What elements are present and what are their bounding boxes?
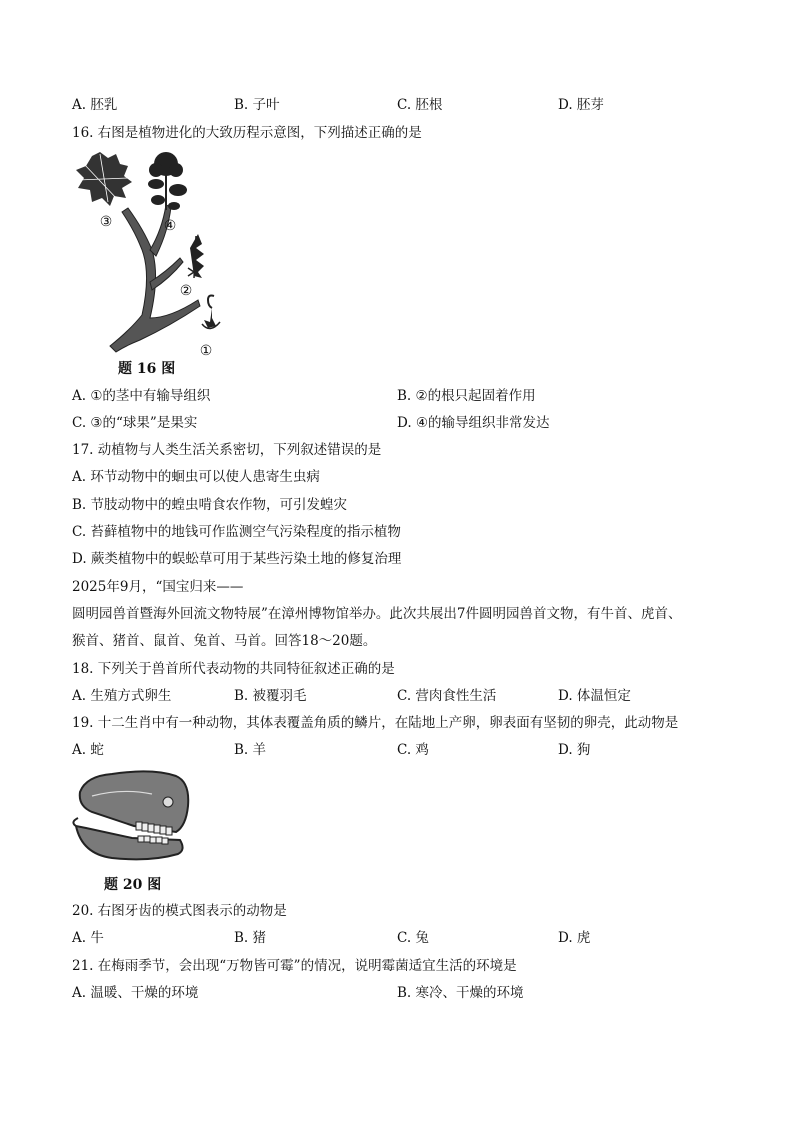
q21-option-b: B. 寒冷、干燥的环境 <box>397 985 524 1001</box>
q19-option-b: B. 羊 <box>234 742 267 758</box>
figure16-label-2: ② <box>179 283 193 299</box>
q15-option-c: C. 胚根 <box>397 97 443 113</box>
q20-option-d: D. 虎 <box>558 930 591 946</box>
q16-option-b: B. ②的根只起固着作用 <box>397 388 536 404</box>
q18-stem: 18. 下列关于兽首所代表动物的共同特征叙述正确的是 <box>72 661 395 677</box>
q16-option-a: A. ①的茎中有输导组织 <box>72 388 211 404</box>
q18-options <box>72 686 772 706</box>
skull-teeth-figure <box>72 766 196 868</box>
q20-options <box>72 928 772 948</box>
q18-option-a: A. 生殖方式卵生 <box>72 688 172 704</box>
q18-option-b: B. 被覆羽毛 <box>234 688 307 704</box>
q20-option-a: A. 牛 <box>72 930 104 946</box>
q16-options-row1 <box>72 386 772 406</box>
figure16-label-1: ① <box>199 343 213 359</box>
conifer-plant-drawing <box>76 152 132 206</box>
q17-stem: 17. 动植物与人类生活关系密切，下列叙述错误的是 <box>72 442 382 458</box>
q16-option-c: C. ③的“球果”是果实 <box>72 415 198 431</box>
q20-stem: 20. 右图牙齿的模式图表示的动物是 <box>72 903 287 919</box>
flowering-plant-drawing <box>148 152 187 210</box>
q17-option-d: D. 蕨类植物中的蜈蚣草可用于某些污染土地的修复治理 <box>72 551 402 567</box>
q19-stem: 19. 十二生肖中有一种动物，其体表覆盖角质的鳞片，在陆地上产卵，卵表面有坚韧的卵壳，此动物是 <box>72 715 679 731</box>
q20-option-b: B. 猪 <box>234 930 267 946</box>
figure16-label-3: ③ <box>99 214 113 230</box>
q21-option-a: A. 温暖、干燥的环境 <box>72 985 199 1001</box>
q21-options <box>72 983 772 1003</box>
intro-line-3: 猴首、猪首、鼠首、兔首、马首。回答18～20题。 <box>72 633 377 649</box>
q15-option-a: A. 胚乳 <box>72 97 118 113</box>
q21-stem: 21. 在梅雨季节，会出现“万物皆可霉”的情况，说明霉菌适宜生活的环境是 <box>72 958 517 974</box>
q16-options-row2 <box>72 413 772 433</box>
intro-line-1: 2025年9月，“国宝归来—— <box>72 579 244 595</box>
q17-option-a: A. 环节动物中的蛔虫可以使人患寄生虫病 <box>72 469 320 485</box>
fern-plant-drawing <box>188 234 204 278</box>
q19-option-d: D. 狗 <box>558 742 591 758</box>
q17-option-c: C. 苔藓植物中的地钱可作监测空气污染程度的指示植物 <box>72 524 401 540</box>
q19-option-a: A. 蛇 <box>72 742 104 758</box>
figure16-caption: 题 16 图 <box>118 361 176 377</box>
q17-option-b: B. 节肢动物中的蝗虫啃食农作物，可引发蝗灾 <box>72 497 348 513</box>
q16-stem: 16. 右图是植物进化的大致历程示意图，下列描述正确的是 <box>72 125 422 141</box>
q15-option-b: B. 子叶 <box>234 97 280 113</box>
q19-options <box>72 740 772 760</box>
q15-options <box>72 95 772 115</box>
plant-evolution-figure <box>70 150 230 362</box>
figure16-label-4: ④ <box>163 218 177 234</box>
q19-option-c: C. 鸡 <box>397 742 429 758</box>
q18-option-c: C. 营肉食性生活 <box>397 688 497 704</box>
intro-line-2: 圆明园兽首暨海外回流文物特展”在漳州博物馆举办。此次共展出7件圆明园兽首文物，有牛首、虎首、 <box>72 606 682 622</box>
q15-option-d: D. 胚芽 <box>558 97 604 113</box>
moss-plant-drawing <box>202 296 220 329</box>
q20-option-c: C. 兔 <box>397 930 429 946</box>
figure20-caption: 题 20 图 <box>104 877 162 893</box>
q18-option-d: D. 体温恒定 <box>558 688 631 704</box>
q16-option-d: D. ④的输导组织非常发达 <box>397 415 550 431</box>
